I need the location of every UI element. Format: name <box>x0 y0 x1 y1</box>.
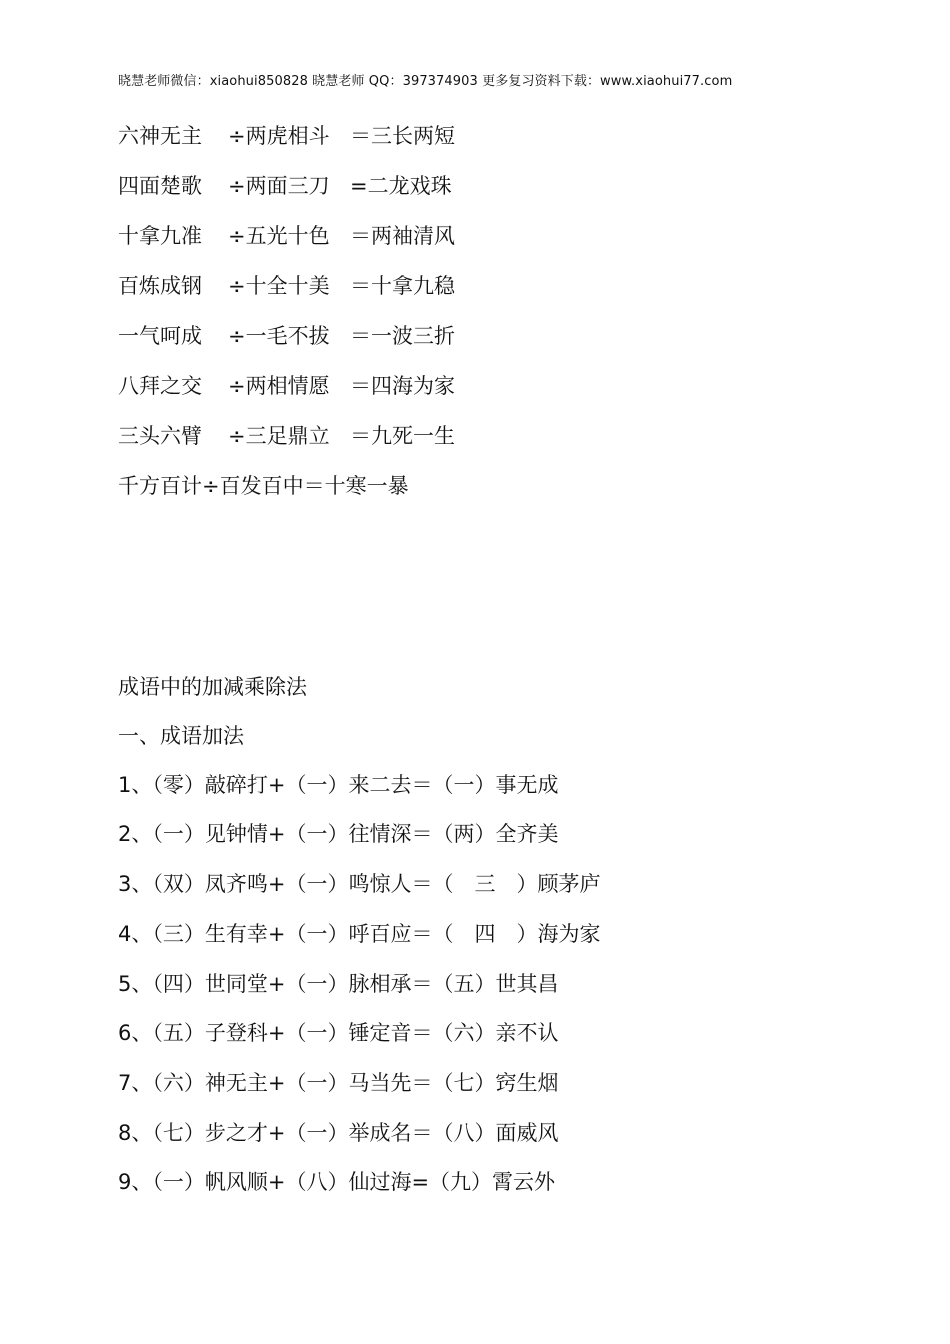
addition-item: 7、（六）神无主+（一）马当先＝（七）窍生烟 <box>118 1071 559 1095</box>
addition-item: 3、（双）凤齐鸣+（一）鸣惊人＝（ 三 ）顾茅庐 <box>118 872 601 896</box>
idiom-divisor: ÷两虎相斗 <box>228 124 330 148</box>
addition-item: 9、（一）帆风顺+（八）仙过海=（九）霄云外 <box>118 1170 556 1194</box>
idiom-divisor: ÷两面三刀 <box>228 174 330 198</box>
idiom-result: ＝十拿九稳 <box>350 274 455 298</box>
idiom-divisor: ÷两相情愿 <box>228 374 330 398</box>
division-row <box>118 172 452 200</box>
idiom-divisor: ÷十全十美 <box>228 274 330 298</box>
division-row <box>118 122 455 150</box>
section-title: 成语中的加减乘除法 <box>118 675 307 699</box>
idiom-result: ＝九死一生 <box>350 424 455 448</box>
addition-item: 4、（三）生有幸+（一）呼百应＝（ 四 ）海为家 <box>118 922 601 946</box>
idiom-dividend: 四面楚歌 <box>118 174 202 198</box>
division-row <box>118 222 455 250</box>
idiom-result: ＝三长两短 <box>350 124 455 148</box>
subsection-title: 一、成语加法 <box>118 724 244 748</box>
division-line-last: 千方百计÷百发百中＝十寒一暴 <box>118 474 409 498</box>
idiom-result: ＝四海为家 <box>350 374 455 398</box>
division-row <box>118 422 455 450</box>
idiom-dividend: 百炼成钢 <box>118 274 202 298</box>
addition-item: 5、（四）世同堂+（一）脉相承＝（五）世其昌 <box>118 972 559 996</box>
idiom-dividend: 八拜之交 <box>118 374 202 398</box>
division-row <box>118 272 455 300</box>
addition-item: 1、（零）敲碎打+（一）来二去＝（一）事无成 <box>118 773 559 797</box>
page-header: 晓慧老师微信：xiaohui850828 晓慧老师 QQ：397374903 更多复习资料下载：www.xiaohui77.com <box>118 74 733 89</box>
idiom-result: ＝一波三折 <box>350 324 455 348</box>
addition-item: 8、（七）步之才+（一）举成名＝（八）面威风 <box>118 1121 559 1145</box>
idiom-dividend: 一气呵成 <box>118 324 202 348</box>
idiom-divisor: ÷一毛不拔 <box>228 324 330 348</box>
division-row <box>118 322 455 350</box>
idiom-dividend: 十拿九准 <box>118 224 202 248</box>
idiom-dividend: 六神无主 <box>118 124 202 148</box>
idiom-result: =二龙戏珠 <box>350 174 452 198</box>
division-row <box>118 372 455 400</box>
idiom-result: ＝两袖清风 <box>350 224 455 248</box>
idiom-divisor: ÷三足鼎立 <box>228 424 330 448</box>
idiom-divisor: ÷五光十色 <box>228 224 330 248</box>
idiom-dividend: 三头六臂 <box>118 424 202 448</box>
addition-item: 6、（五）子登科+（一）锤定音＝（六）亲不认 <box>118 1021 559 1045</box>
addition-item: 2、（一）见钟情+（一）往情深＝（两）全齐美 <box>118 822 559 846</box>
